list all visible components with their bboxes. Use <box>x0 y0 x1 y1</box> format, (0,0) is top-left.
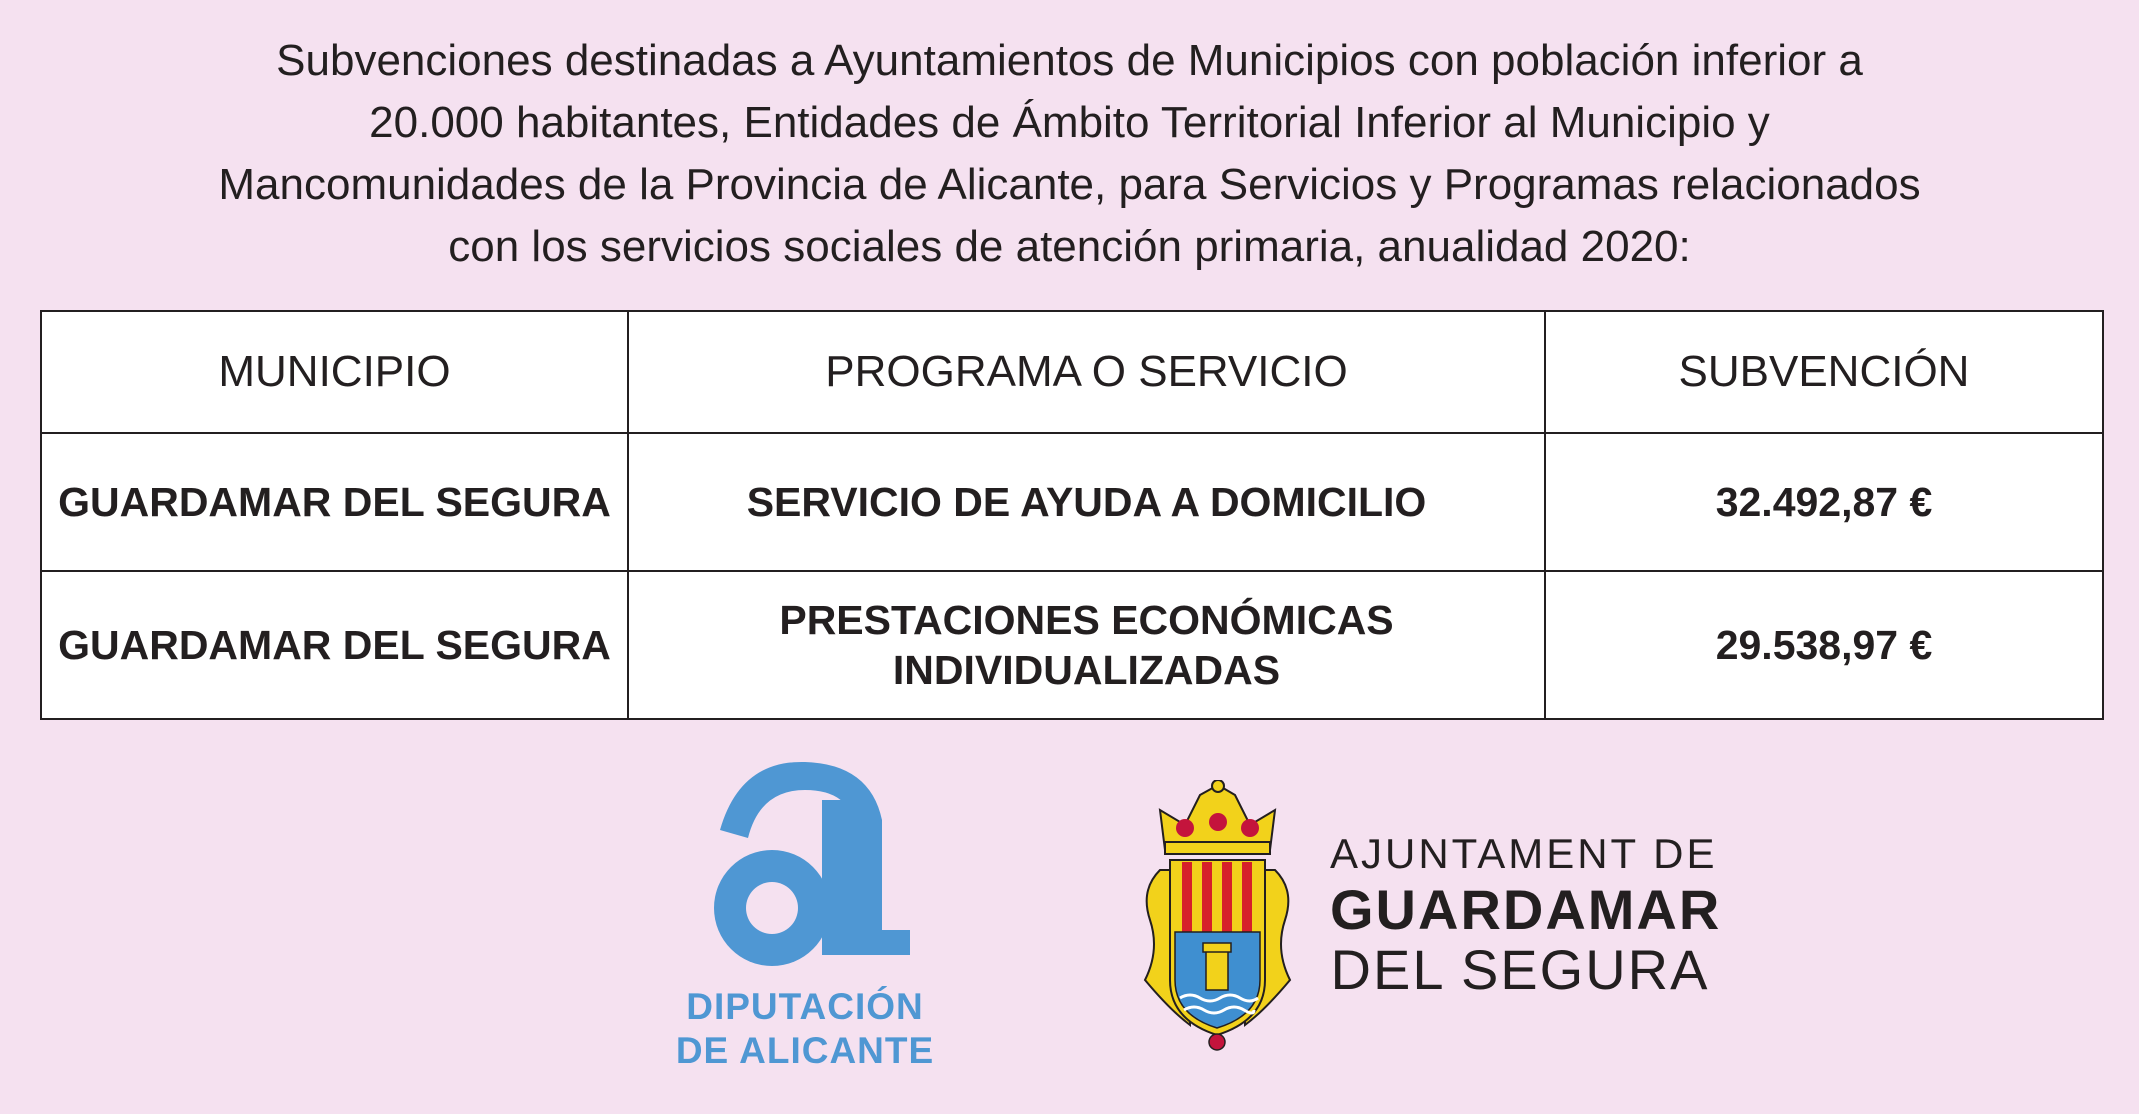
table-header-row <box>41 311 2103 433</box>
cell-subvencion: 32.492,87 € <box>1545 433 2103 571</box>
table-row <box>41 571 2103 719</box>
ajuntament-logo-text <box>1330 828 1722 1001</box>
diputacion-line: DIPUTACIÓN <box>686 986 924 1027</box>
cell-municipio: GUARDAMAR DEL SEGURA <box>41 571 628 719</box>
title-line: con los servicios sociales de atención primaria, anualidad 2020: <box>448 222 1691 271</box>
table-row <box>41 433 2103 571</box>
ajuntament-line: DEL SEGURA <box>1330 938 1710 1001</box>
cell-programa <box>628 571 1545 719</box>
title-line: Mancomunidades de la Provincia de Alicante, para Servicios y Programas relacionados <box>218 160 1921 209</box>
grants-table <box>40 310 2104 720</box>
ajuntament-line: GUARDAMAR <box>1330 878 1722 941</box>
diputacion-logo-text <box>660 985 950 1073</box>
programa-line: PRESTACIONES ECONÓMICAS <box>779 597 1394 643</box>
ajuntament-line: AJUNTAMENT DE <box>1330 830 1718 877</box>
guardamar-crest-icon <box>1140 780 1295 1055</box>
programa-line: SERVICIO DE AYUDA A DOMICILIO <box>746 479 1427 525</box>
programa-line: INDIVIDUALIZADAS <box>892 647 1281 693</box>
page-title <box>0 30 2139 278</box>
diputacion-line: DE ALICANTE <box>675 1030 935 1071</box>
cell-municipio: GUARDAMAR DEL SEGURA <box>41 433 628 571</box>
cell-subvencion: 29.538,97 € <box>1545 571 2103 719</box>
cell-programa <box>628 433 1545 571</box>
header-subvencion: SUBVENCIÓN <box>1545 311 2103 433</box>
title-line: Subvenciones destinadas a Ayuntamientos de Municipios con población inferior a <box>276 36 1863 85</box>
title-line: 20.000 habitantes, Entidades de Ámbito Territorial Inferior al Municipio y <box>369 98 1770 147</box>
header-programa: PROGRAMA O SERVICIO <box>628 311 1545 433</box>
header-municipio: MUNICIPIO <box>41 311 628 433</box>
